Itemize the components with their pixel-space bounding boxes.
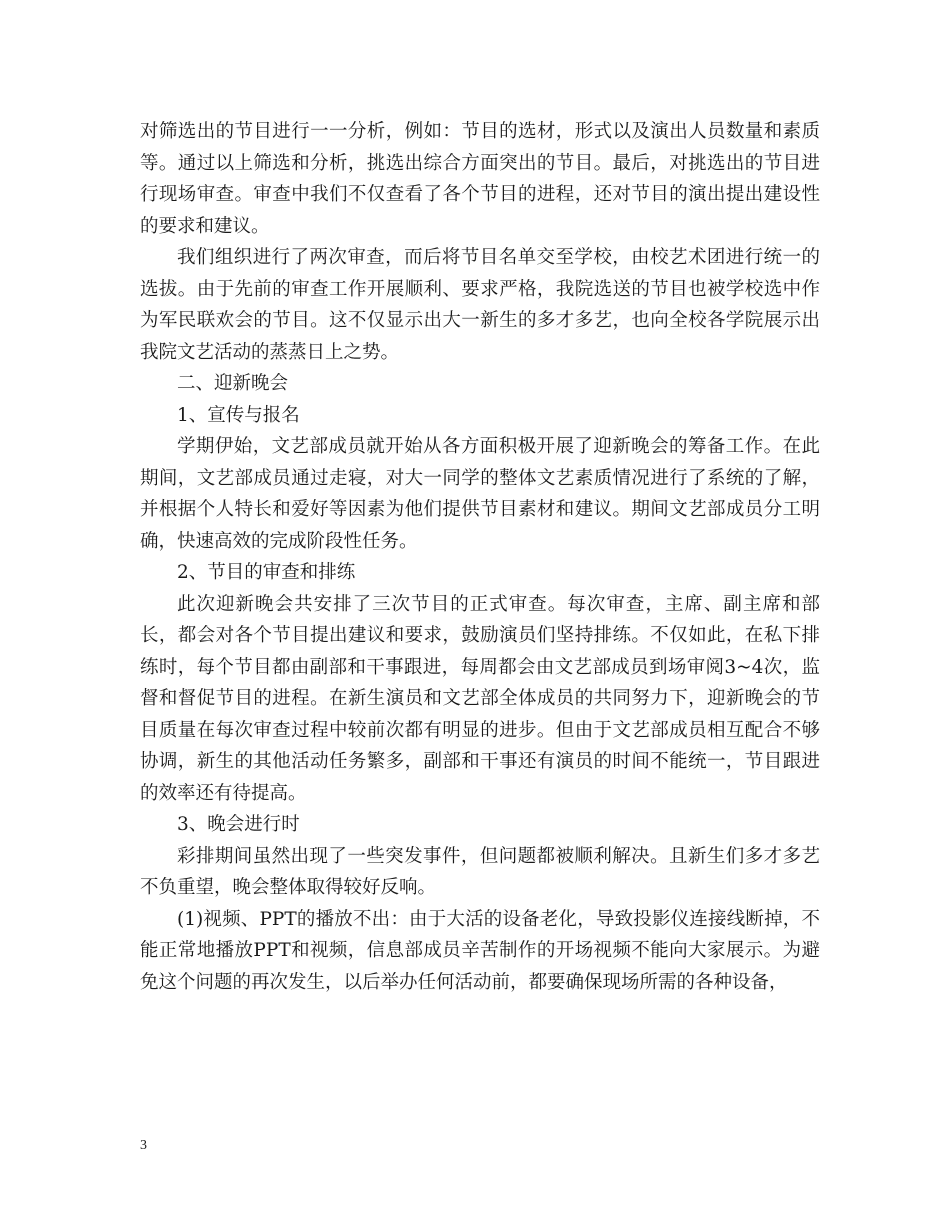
paragraph-promotion: 学期伊始，文艺部成员就开始从各方面积极开展了迎新晚会的筹备工作。在此期间，文艺部成员通过走寝，对大一同学的整体文艺素质情况进行了系统的了解，并根据个人特长和爱好等因素为他们提供节目素材和建议。期间文艺部成员分工明确，快速高效的完成阶段性任务。	[140, 436, 820, 552]
subheading-review-rehearsal: 2、节目的审查和排练	[177, 562, 356, 583]
page-number: 3	[140, 1138, 147, 1153]
paragraph-2: 我们组织进行了两次审查，而后将节目名单交至学校，由校艺术团进行统一的选拔。由于先前的审查工作开展顺利、要求严格，我院选送的节目也被学校选中作为军民联欢会的节目。这不仅显示出大一新生的多才多艺，也向全校各学院展示出我院文艺活动的蒸蒸日上之势。	[140, 247, 820, 363]
section-heading-welcome-party: 二、迎新晚会	[177, 373, 289, 394]
paragraph-review: 此次迎新晚会共安排了三次节目的正式审查。每次审查，主席、副主席和部长，都会对各个节目提出建议和要求，鼓励演员们坚持排练。不仅如此，在私下排练时，每个节目都由副部和干事跟进，每周都会由文艺部成员到场审阅3~4次，监督和督促节目的进程。在新生演员和文艺部全体成员的共同努力下，迎新晚会的节目质量在每次审查过程中较前次都有明显的进步。但由于文艺部成员相互配合不够协调，新生的其他活动任务繁多，副部和干事还有演员的时间不能统一，节目跟进的效率还有待提高。	[140, 593, 820, 804]
paragraph-rehearsal-events: 彩排期间虽然出现了一些突发事件，但问题都被顺利解决。且新生们多才多艺不负重望，晚会整体取得较好反响。	[140, 845, 820, 898]
paragraph-1: 对筛选出的节目进行一一分析，例如：节目的选材，形式以及演出人员数量和素质等。通过以上筛选和分析，挑选出综合方面突出的节目。最后，对挑选出的节目进行现场审查。审查中我们不仅查看了各个节目的进程，还对节目的演出提出建设性的要求和建议。	[140, 121, 820, 237]
paragraph-video-ppt-issue: (1)视频、PPT的播放不出：由于大活的设备老化，导致投影仪连接线断掉，不能正常地播放PPT和视频，信息部成员辛苦制作的开场视频不能向大家展示。为避免这个问题的再次发生，以后举办任何活动前，都要确保现场所需的各种设备，	[140, 908, 820, 993]
subheading-promotion-registration: 1、宣传与报名	[177, 404, 300, 426]
subheading-party-in-progress: 3、晚会进行时	[177, 814, 300, 835]
document-body	[140, 116, 820, 998]
